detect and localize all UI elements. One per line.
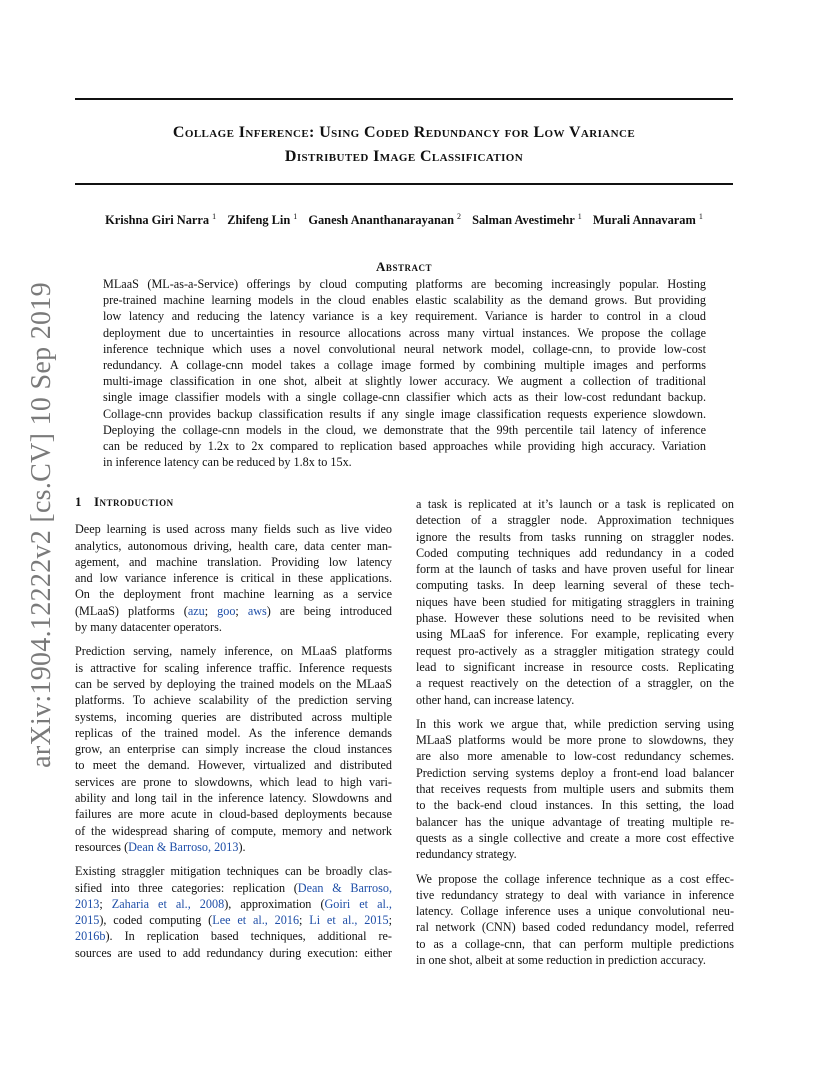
text-line: of the widespread sharing of compute, memory and network: [75, 823, 392, 838]
text-line: Deep learning is used across many fields such as live video: [75, 522, 392, 537]
text-line: systems, incoming queries are distributed across multiple: [75, 709, 392, 724]
paragraph: [416, 496, 734, 708]
text-line: latency. Collage inference uses a unique convolutional neu-: [416, 904, 734, 919]
right-column: [416, 496, 734, 976]
citation-link[interactable]: 2013: [75, 896, 100, 911]
title-line-2: Distributed Image Classification: [284, 148, 524, 165]
text-line: agement, and machine translation. Providing low latency: [75, 554, 392, 569]
text-line: balancer has the unique advantage of treating multiple re-: [416, 814, 734, 829]
abstract-line: MLaaS (ML-as-a-Service) offerings by cloud computing platforms are becoming increasingly popular. Hosting: [103, 277, 706, 291]
text-line: detection of a straggler node. Approximation techniques: [416, 513, 734, 528]
text-line: to meet the demand. However, virtualized and distributed: [75, 758, 392, 773]
text-line: niques have been studied for mitigating stragglers in training: [416, 594, 734, 609]
citation-link[interactable]: azu: [187, 603, 205, 618]
text-line: resources (Dean & Barroso, 2013).: [75, 839, 246, 854]
text-line: quests as a single collective and create a more cost effective: [416, 830, 734, 845]
citation-link[interactable]: Dean & Barroso,: [297, 880, 392, 895]
paragraph: [75, 643, 392, 855]
abstract-line: deployment due to uncertainties in resource allocations across many virtual instances. We propose the collage: [103, 325, 706, 340]
citation-link[interactable]: Zaharia et al., 2008: [111, 896, 225, 911]
abstract-line: can be reduced by 1.2x to 2x compared to replication based approaches while providing high accuracy. Variation: [103, 439, 706, 454]
citation-link[interactable]: Lee et al., 2016: [212, 913, 300, 928]
abstract-line: Collage-cnn provides backup classification results if any single image classification requests experience slowdown.: [103, 406, 706, 421]
text-line: services are prone to slowdowns, which lead to high vari-: [75, 774, 392, 789]
text-line: by many datacenter operators.: [75, 620, 222, 635]
section-title: Introduction: [94, 494, 174, 509]
text-line: Prediction serving, namely inference, on MLaaS platforms: [75, 644, 392, 659]
author: Salman Avestimehr $^1$: [472, 212, 582, 227]
citation-link[interactable]: 2015: [75, 913, 100, 928]
abstract-line: redundancy. A collage-cnn model takes a collage image formed by combining multiple images and performs: [103, 358, 706, 373]
abstract-line: pre-trained machine learning models in the cloud enables elastic scalability as the demand grows. But providing: [103, 293, 706, 308]
abstract-line: in inference latency can be reduced by 1.8x to 15x.: [103, 455, 352, 470]
paragraph: [75, 521, 392, 635]
author: Zhifeng Lin $^1$: [227, 212, 298, 227]
text-line: 2013; Zaharia et al., 2008), approximation (Goiri et al.,: [75, 896, 392, 911]
text-line: In this work we argue that, while prediction serving using: [416, 716, 734, 731]
paragraph: [416, 871, 734, 969]
text-line: computing tasks. In deep learning several of these tech-: [416, 578, 734, 593]
text-line: is attractive for scaling inference traffic. Inference requests: [75, 660, 392, 675]
abstract-line: inference technique which uses a novel convolutional neural network model, collage-cnn, to provide low-cost: [103, 341, 706, 356]
text-line: can be served by deploying the trained models on the MLaaS: [75, 676, 392, 691]
text-line: ability and long tail in the inference latency. Slowdowns and: [75, 791, 392, 806]
paragraph: [416, 716, 734, 863]
abstract-line: single image classifier models with a single collage-cnn classifier which acts as their low-cost redundant backup.: [103, 390, 706, 405]
arxiv-stamp: [20, 282, 64, 768]
abstract-line: Deploying the collage-cnn models in the cloud, we demonstrate that the 99th percentile tail latency of inference: [103, 422, 706, 437]
text-line: On the deployment front machine learning as a service: [75, 587, 392, 602]
text-line: lead to significant increase in resource costs. Replicating: [416, 659, 734, 674]
abstract-line: multi-image classification in one shot, albeit at slightly lower accuracy. We augment a collection of traditional: [103, 374, 706, 389]
text-line: Existing straggler mitigation techniques can be broadly clas-: [75, 864, 392, 879]
citation-link[interactable]: aws: [247, 603, 267, 618]
text-line: Coded computing techniques add redundancy in a coded: [416, 545, 734, 560]
text-line: a request reactively on the detection of a straggler, on the: [416, 676, 734, 691]
text-line: ral network (CNN) based coded redundancy model, referred: [416, 920, 734, 935]
section-number: 1: [75, 494, 82, 509]
text-line: sified into three categories: replication (Dean & Barroso,: [75, 880, 392, 895]
text-line: a task is replicated at it’s launch or a task is replicated on: [416, 497, 734, 511]
citation-link[interactable]: Goiri et al.,: [324, 896, 392, 911]
text-line: form at the launch of tasks and have proven useful for linear: [416, 562, 734, 577]
text-line: are also more amenable to low-cost redundancy schemes.: [416, 749, 734, 764]
section-heading: [75, 494, 392, 510]
author: Murali Annavaram $^1$: [592, 212, 703, 227]
paper-title: [75, 121, 733, 169]
text-line: platforms. To achieve scalability of the prediction serving: [75, 693, 392, 708]
text-line: (MLaaS) platforms (azu; goo; aws) are being introduced: [75, 603, 392, 618]
abstract-line: low latency and reducing the latency variance is a key requirement. Variance is harder to control in a cloud: [103, 309, 706, 324]
text-line: We propose the collage inference technique as a cost effec-: [416, 871, 734, 886]
text-line: using MLaaS for inference. For example, replicating every: [416, 627, 734, 642]
text-line: MLaaS platforms would be more prone to slowdowns, they: [416, 733, 734, 748]
title-top-rule: [75, 98, 733, 100]
title-line-1: Collage Inference: Using Coded Redundancy for Low Variance: [172, 124, 636, 141]
text-line: redundancy strategy.: [416, 847, 517, 862]
text-line: in one shot, albeit at some reduction in prediction accuracy.: [416, 953, 706, 968]
text-line: 2015), coded computing (Lee et al., 2016; Li et al., 2015;: [75, 913, 393, 928]
text-line: grow, an enterprise can simply increase the cloud instances: [75, 742, 392, 757]
text-line: 2016b). In replication based techniques, additional re-: [75, 929, 392, 944]
citation-link[interactable]: Li et al., 2015: [309, 913, 389, 928]
text-line: and low variance inference is critical in these applications.: [75, 571, 392, 586]
text-line: sources are used to add redundancy during execution: either: [75, 945, 392, 960]
text-line: replicas of the trained model. As the inference demands: [75, 725, 392, 740]
text-line: Prediction serving systems deploy a front-end load balancer: [416, 765, 734, 780]
citation-link[interactable]: 2016b: [75, 929, 106, 944]
paragraph: [75, 863, 392, 961]
left-column: [75, 494, 392, 969]
title-bottom-rule: [75, 183, 733, 185]
text-line: ignore the results from tasks running on straggler nodes.: [416, 529, 734, 544]
citation-link[interactable]: goo: [217, 603, 236, 618]
author-list: [75, 212, 733, 228]
text-line: to the back-end cloud instances. In this setting, the load: [416, 798, 734, 813]
citation-link[interactable]: Dean & Barroso, 2013: [128, 839, 239, 854]
text-line: failures are more acute in cloud-based deployments because: [75, 807, 392, 822]
text-line: phase. However these solutions need to be revisited when: [416, 611, 734, 626]
text-line: request pro-actively as a straggler mitigation strategy could: [416, 643, 734, 658]
text-line: to as a collage-cnn, that can perform multiple predictions: [416, 936, 734, 951]
author: Krishna Giri Narra $^1$: [105, 212, 217, 227]
abstract-heading: Abstract: [376, 259, 432, 274]
abstract-body: [103, 276, 706, 470]
arxiv-stamp-text: arXiv:1904.12222v2 [cs.CV] 10 Sep 2019: [26, 282, 57, 768]
text-line: tive redundancy strategy to deal with variance in inference: [416, 887, 734, 902]
text-line: analytics, autonomous driving, health care, data center man-: [75, 538, 392, 553]
text-line: other hand, can increase latency.: [416, 692, 575, 707]
text-line: that receives requests from multiple users and submits them: [416, 782, 734, 797]
author: Ganesh Ananthanarayanan $^2$: [308, 212, 461, 227]
